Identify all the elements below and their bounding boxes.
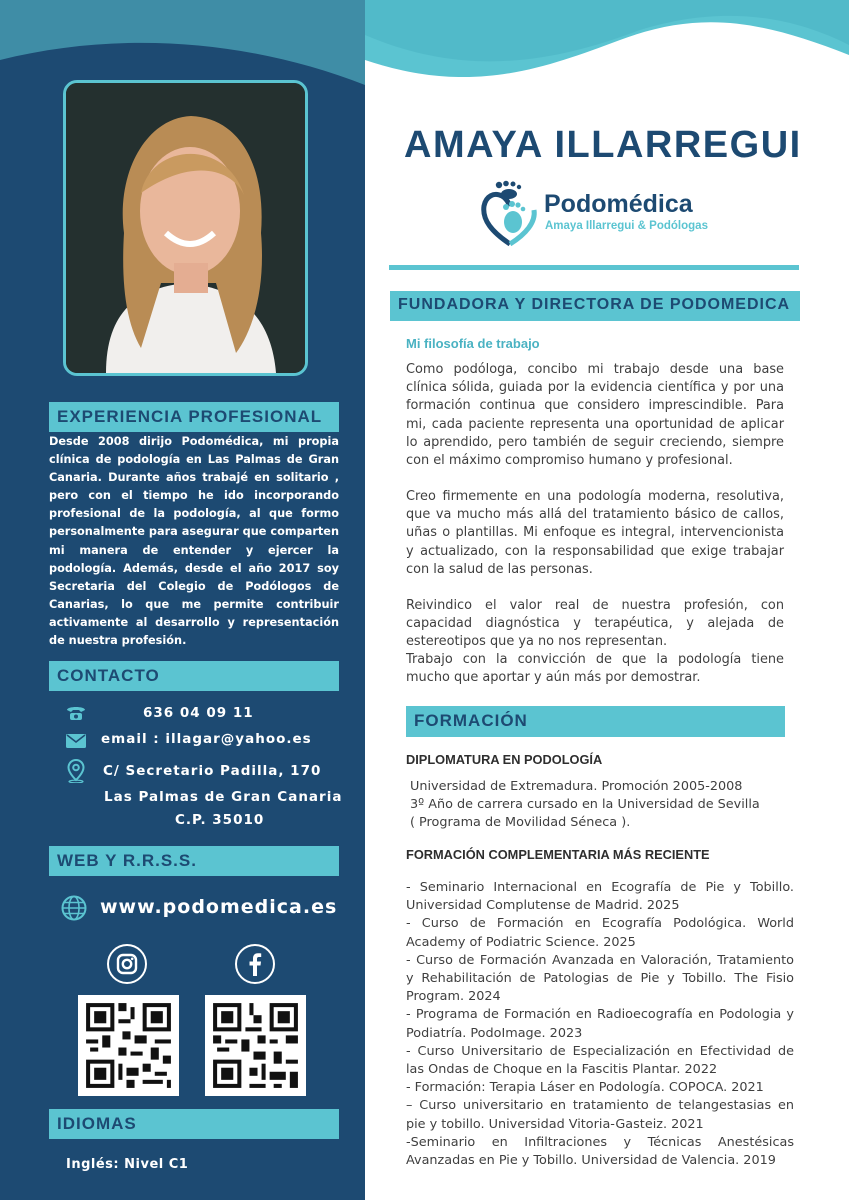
- facebook-link[interactable]: [235, 944, 275, 984]
- degree-line: ( Programa de Movilidad Séneca ).: [410, 815, 631, 831]
- contact-phone[interactable]: 636 04 09 11: [143, 705, 254, 721]
- instagram-qr-code[interactable]: [78, 995, 179, 1096]
- header-divider: [389, 265, 799, 270]
- qr-code-pattern: [205, 995, 306, 1096]
- logo-subtitle: Amaya Illarregui & Podólogas: [545, 220, 708, 232]
- course-item: - Curso de Formación Avanzada en Valoración, Tratamiento y Rehabilitación de Patologias de Pie y Tobillo. The Fisio Program. 2024: [406, 952, 794, 1005]
- contact-address-line3: C.P. 35010: [175, 812, 265, 828]
- globe-icon: [61, 895, 87, 921]
- course-item: -Seminario en Infiltraciones y Técnicas Anestésicas Avanzadas en Pie y Tobillo. Universidad de Valencia. 2019: [406, 1134, 794, 1169]
- philosophy-paragraph-3: Reivindico el valor real de nuestra profesión, con capacidad diagnóstica y terapéutica, y alejada de estereotipos que ya no nos representan.: [406, 598, 784, 650]
- footprint-heart-icon: [480, 180, 540, 248]
- degree-details: [410, 778, 790, 833]
- logo-title: Podomédica: [544, 190, 693, 218]
- contact-address-line1: C/ Secretario Padilla, 170: [103, 763, 322, 779]
- qr-code-pattern: [78, 995, 179, 1096]
- web-heading: WEB Y R.R.S.S.: [49, 846, 339, 876]
- location-pin-icon: [67, 759, 85, 783]
- person-name: AMAYA ILLARREGUI: [404, 124, 802, 166]
- course-item: - Programa de Formación en Radioecografía en Podologia y Podiatría. PodoImage. 2023: [406, 1007, 794, 1041]
- phone-icon: [65, 704, 87, 722]
- languages-heading: IDIOMAS: [49, 1109, 339, 1139]
- philosophy-paragraph-4: Trabajo con la convicción de que la podología tiene mucho que aportar y aún más por demostrar.: [406, 652, 784, 686]
- language-item: Inglés: Nivel C1: [66, 1157, 189, 1172]
- philosophy-paragraph-2: Creo firmemente en una podología moderna, resolutiva, que va mucho más allá del tratamiento básico de callos, uñas o plantillas. Mi enfoque es integral, intervencionista y actualizado, con la responsabilidad que exige trabajar con la salud de las personas.: [406, 489, 784, 577]
- course-item: - Curso Universitario de Especialización en Efectividad de las Ondas de Choque en la Fascitis Plantar. 2022: [406, 1043, 794, 1078]
- degree-line: Universidad de Extremadura. Promoción 2005-2008: [410, 779, 743, 794]
- course-item: - Seminario Internacional en Ecografía de Pie y Tobillo. Universidad Complutense de Madrid. 2025: [406, 880, 794, 914]
- instagram-icon: [109, 946, 145, 982]
- portrait-photo: [63, 80, 308, 376]
- website-link[interactable]: www.podomedica.es: [100, 896, 338, 918]
- experience-text: Desde 2008 dirijo Podomédica, mi propia clínica de podología en Las Palmas de Gran Canaria. Durante años trabajé en solitario , pero con el tiempo he ido incorporando profesional de la podología, al que formo personalmente para asegurar que comparten mi manera de entender y ejercer la podología. Además, desde el año 2017 soy Secretaria del Colegio de Podólogos de Canarias, lo que me permite contribuir activamente al desarrollo y representación de nuestra profesión.: [49, 435, 339, 648]
- philosophy-title: Mi filosofía de trabajo: [406, 336, 540, 351]
- course-item: – Curso universitario en tratamiento de telangestasias en pie y tobillo. Universidad Vitoria-Gasteiz. 2021: [406, 1098, 794, 1132]
- experience-heading: EXPERIENCIA PROFESIONAL: [49, 402, 339, 432]
- role-heading: FUNDADORA Y DIRECTORA DE PODOMEDICA: [390, 291, 800, 321]
- course-list: [406, 879, 794, 1170]
- course-item: - Curso de Formación en Ecografía Podológica. World Academy of Podiatric Science. 2025: [406, 916, 794, 950]
- contact-email[interactable]: email : illagar@yahoo.es: [101, 731, 312, 747]
- complementary-title: FORMACIÓN COMPLEMENTARIA MÁS RECIENTE: [406, 847, 710, 862]
- facebook-qr-code[interactable]: [205, 995, 306, 1096]
- degree-title: DIPLOMATURA EN PODOLOGÍA: [406, 752, 603, 767]
- contact-heading: CONTACTO: [49, 661, 339, 691]
- contact-address-line2: Las Palmas de Gran Canaria: [104, 789, 343, 805]
- portrait-illustration: [66, 83, 305, 373]
- instagram-link[interactable]: [107, 944, 147, 984]
- degree-line: 3º Año de carrera cursado en la Universidad de Sevilla: [410, 797, 760, 813]
- facebook-icon: [237, 946, 273, 982]
- course-item: - Formación: Terapia Láser en Podología. COPOCA. 2021: [406, 1080, 764, 1096]
- mail-icon: [66, 734, 86, 748]
- education-heading: FORMACIÓN: [406, 706, 785, 737]
- philosophy-paragraph-1: Como podóloga, concibo mi trabajo desde una base clínica sólida, guiada por la evidencia científica y por una formación continua que considero imprescindible. Para mi, cada paciente representa una oportunidad de aplicar lo aprendido, pero también de seguir creciendo, siempre con el máximo compromiso humano y profesional.: [406, 362, 784, 469]
